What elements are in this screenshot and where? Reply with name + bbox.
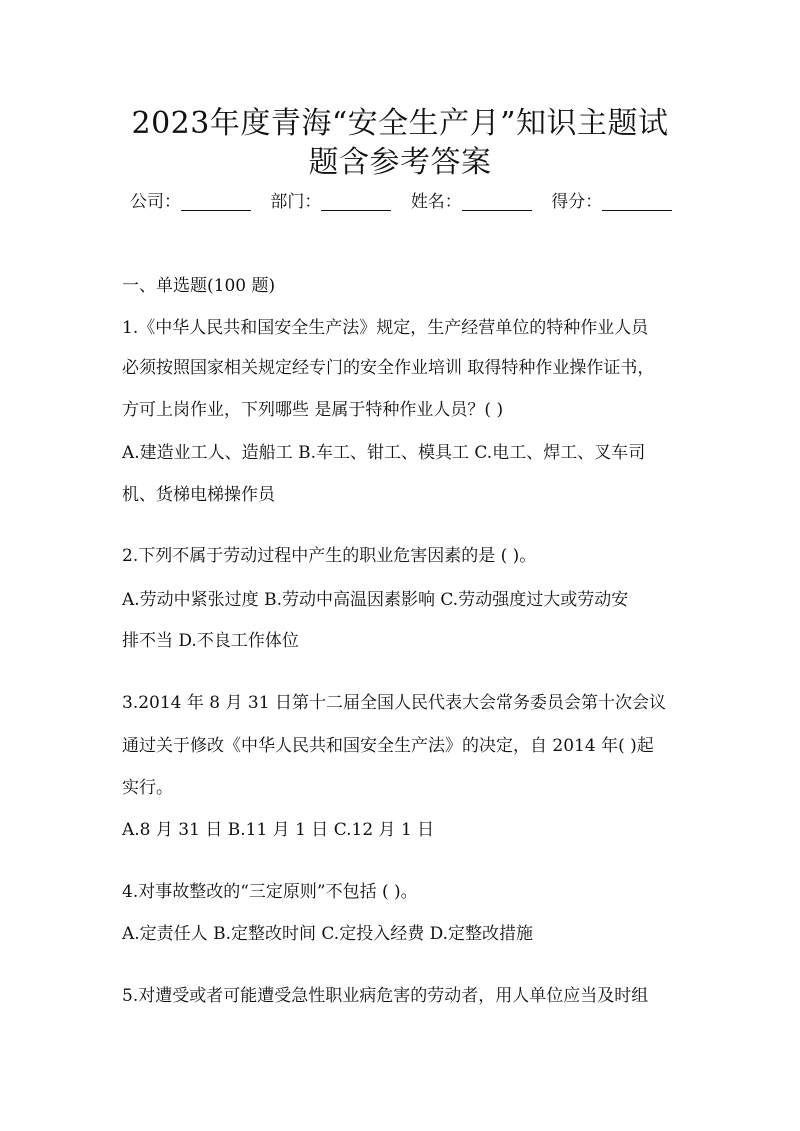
question-3-options-line-1: A.8 月 31 日 B.11 月 1 日 C.12 月 1 日 (122, 820, 435, 840)
company-blank (181, 192, 251, 211)
question-1-line-2: 必须按照国家相关规定经专门的安全作业培训 取得特种作业操作证书， (122, 358, 655, 378)
question-4-line-1: 4.对事故整改的“三定原则”不包括 ( )。 (122, 882, 418, 902)
department-blank (321, 192, 391, 211)
question-3-line-2: 通过关于修改《中华人民共和国安全生产法》的决定，自 2014 年( )起 (122, 736, 654, 756)
question-1-options-line-2: 机、货梯电梯操作员 (122, 485, 275, 505)
score-blank (602, 192, 672, 211)
document-title-line-1: 2023年度青海“安全生产月”知识主题试 (131, 106, 669, 141)
question-3-line-3: 实行。 (122, 778, 173, 798)
question-2-options-line-2: 排不当 D.不良工作体位 (122, 631, 299, 651)
department-label: 部门： (270, 192, 322, 212)
section-heading: 一、单选题(100 题) (122, 276, 276, 296)
header-info-fields (130, 190, 686, 214)
score-label: 得分： (551, 192, 603, 212)
name-blank (462, 192, 532, 211)
question-1-line-1: 1.《中华人民共和国安全生产法》规定，生产经营单位的特种作业人员 (122, 318, 649, 338)
question-1-options-line-1: A.建造业工人、造船工 B.车工、钳工、模具工 C.电工、焊工、叉车司 (122, 443, 646, 463)
name-label: 姓名： (410, 192, 462, 212)
question-4-options-line-1: A.定责任人 B.定整改时间 C.定投入经费 D.定整改措施 (122, 924, 534, 944)
question-2-line-1: 2.下列不属于劳动过程中产生的职业危害因素的是 ( )。 (122, 546, 537, 566)
question-5-line-1: 5.对遭受或者可能遭受急性职业病危害的劳动者，用人单位应当及时组 (122, 986, 649, 1006)
document-title-line-2: 题含参考答案 (308, 145, 492, 180)
question-3-line-1: 3.2014 年 8 月 31 日第十二届全国人民代表大会常务委员会第十次会议 (122, 693, 666, 713)
question-1-line-3: 方可上岗作业，下列哪些 是属于特种作业人员？( ) (122, 400, 504, 420)
company-label: 公司： (130, 192, 181, 212)
question-2-options-line-1: A.劳动中紧张过度 B.劳动中高温因素影响 C.劳动强度过大或劳动安 (122, 590, 629, 610)
